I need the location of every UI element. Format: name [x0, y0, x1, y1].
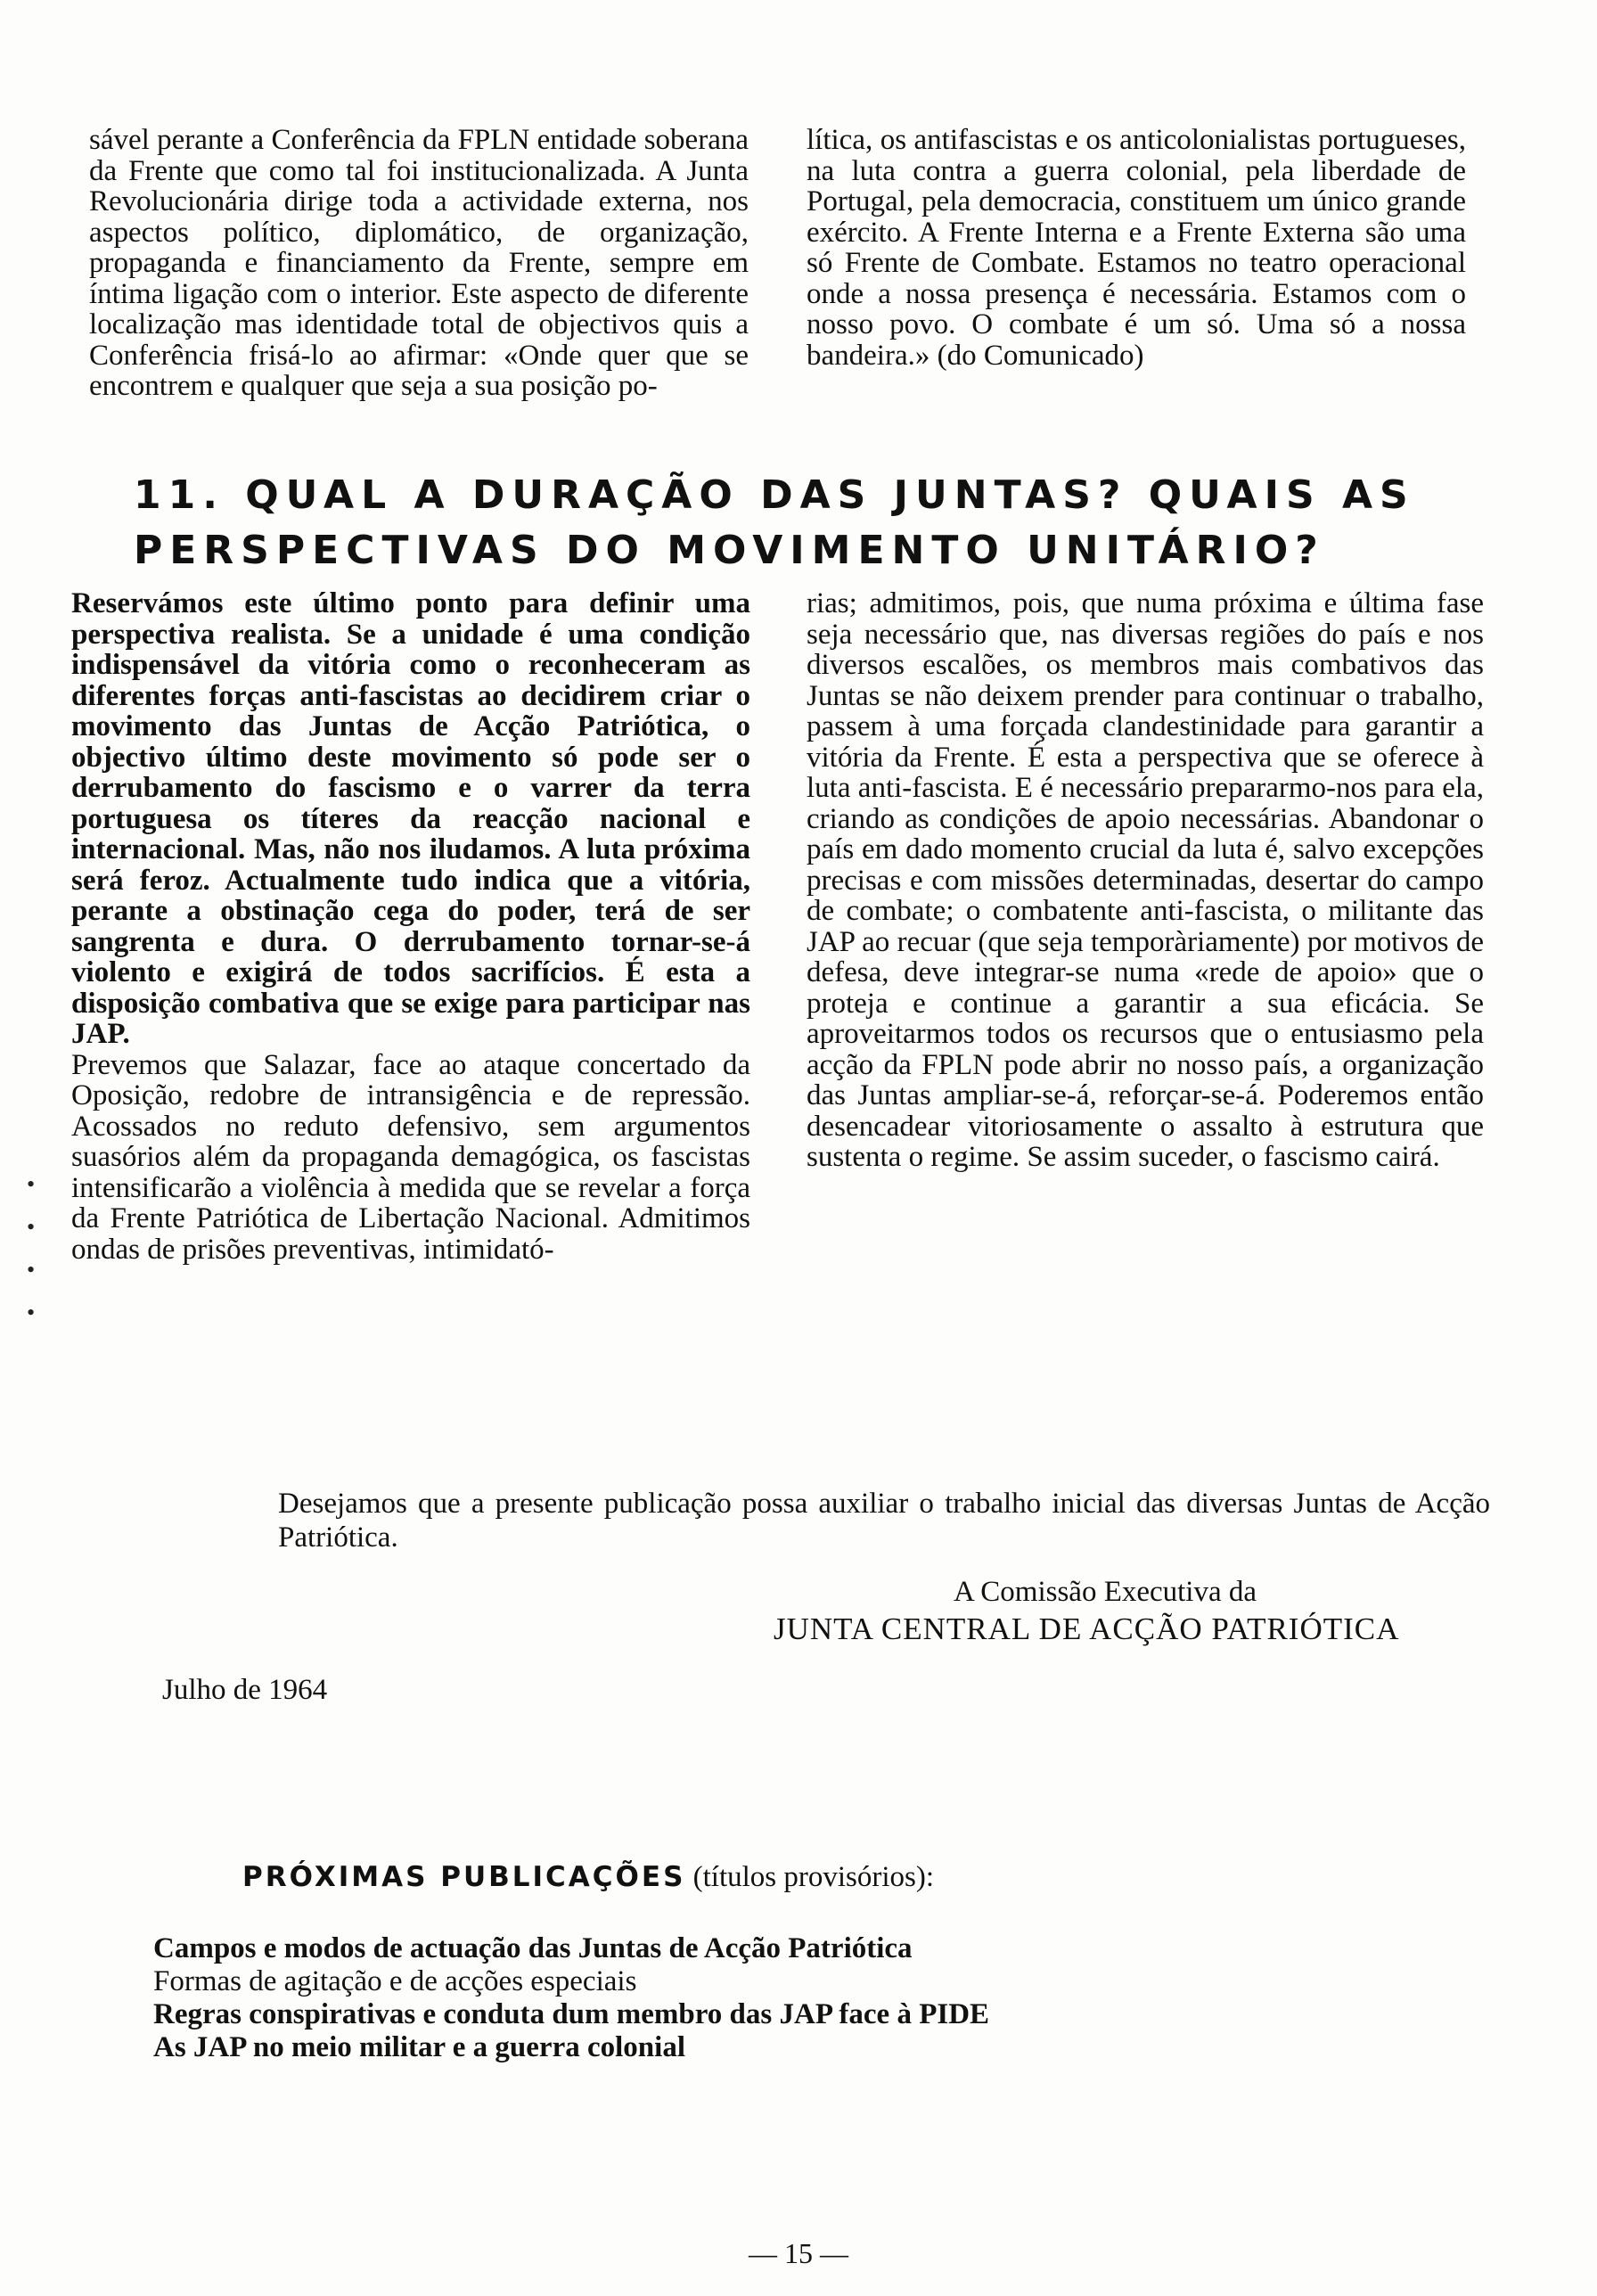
margin-mark: •: [27, 1214, 36, 1240]
top-right-column: [807, 125, 1466, 371]
top-left-column: [89, 125, 749, 402]
publications-heading-note: (títulos provisórios):: [692, 1861, 935, 1893]
signature-intro: A Comissão Executiva da: [954, 1576, 1257, 1608]
section-right-paragraph-1: rias; admitimos, pois, que numa próxima e última fase seja necessário que, nas diversas regiões do país e nos diversos escalões, os membros mais combativos das Juntas se não deixem prender para continuar o trabalho, passem à uma forçada clandestinidade para garantir a vitória da Frente. É esta a perspectiva que se oferece à luta anti-fascista. E é necessário prepararmo-nos para ela, criando as condições de apoio necessárias. Abandonar o país em dado momento crucial da luta é, salvo excepções precisas e com missões determinadas, desertar do campo de combate; o combatente anti-fascista, o militante das JAP ao recuar (que seja temporàriamente) por motivos de defesa, deve integrar-se numa «rede de apoio» que o proteja e continue a garantir a sua eficácia. Se aproveitarmos todos os recursos que o entusiasmo pela acção da FPLN pode abrir no nosso país, a organização das Juntas ampliar-se-á, reforçar-se-á. Poderemos então desencadear vitoriosamente o assalto à estrutura que sustenta o regime. Se assim suceder, o fascismo cairá.: [807, 587, 1484, 1173]
date-line: Julho de 1964: [162, 1674, 328, 1706]
publications-heading-caps: PRÓXIMAS PUBLICAÇÕES: [242, 1861, 686, 1893]
publications-list: [153, 1932, 989, 2064]
section-left-column: [71, 588, 750, 1265]
publications-heading: [242, 1861, 934, 1894]
publication-item: Regras conspirativas e conduta dum membro das JAP face à PIDE: [153, 1998, 990, 2030]
section-heading: 11. QUAL A DURAÇÃO DAS JUNTAS? QUAIS AS PERSPECTIVAS DO MOVIMENTO UNITÁRIO?: [134, 472, 1415, 573]
margin-mark: •: [27, 1257, 36, 1283]
top-right-paragraph: lítica, os antifascistas e os anticolonialistas portugueses, na luta contra a guerra colonial, pela liberdade de Portugal, pela democracia, constituem um único grande exército. A Frente Interna e a Frente Externa são uma só Frente de Combate. Estamos no teatro operacional onde a nossa presença é necessária. Estamos com o nosso povo. O combate é um só. Uma só a nossa bandeira.» (do Comunicado): [807, 124, 1466, 372]
publication-item: Campos e modos de actuação das Juntas de Acção Patriótica: [153, 1932, 913, 1964]
margin-mark: •: [27, 1171, 36, 1197]
section-right-column: [807, 588, 1484, 1173]
margin-marks: [27, 1163, 35, 1334]
section-left-paragraph-1: Reservámos este último ponto para definir uma perspectiva realista. Se a unidade é uma condição indispensável da vitória como o reconheceram as diferentes forças anti-fascistas ao decidirem criar o movimento das Juntas de Acção Patriótica, o objectivo último deste movimento só pode ser o derrubamento do fascismo e o varrer da terra portuguesa os títeres da reacção nacional e internacional. Mas, não nos iludamos. A luta próxima será feroz. Actualmente tudo indica que a vitória, perante a obstinação cega do poder, terá de ser sangrenta e dura. O derrubamento tornar-se-á violento e exigirá de todos sacrifícios. É esta a disposição combativa que se exige para participar nas JAP.: [71, 587, 750, 1050]
section-left-paragraph-2: Prevemos que Salazar, face ao ataque concertado da Oposição, redobre de intransigência e de repressão. Acossados no reduto defensivo, sem argumentos suasórios além da propaganda demagógica, os fascistas intensificarão a violência à medida que se revelar a força da Frente Patriótica de Libertação Nacional. Admitimos ondas de prisões preventivas, intimidató-: [71, 1048, 750, 1266]
top-left-paragraph: sável perante a Conferência da FPLN entidade soberana da Frente que como tal foi institucionalizada. A Junta Revolucionária dirige toda a actividade externa, nos aspectos político, diplomático, de organização, propaganda e financiamento da Frente, sempre em íntima ligação com o interior. Este aspecto de diferente localização mas identidade total de objectivos quis a Conferência frisá-lo ao afirmar: «Onde quer que se encontrem e qualquer que seja a sua posição po-: [89, 124, 749, 402]
margin-mark: •: [27, 1300, 36, 1325]
publication-item: As JAP no meio militar e a guerra colonial: [153, 2031, 685, 2063]
closing-text: Desejamos que a presente publicação possa auxiliar o trabalho inicial das diversas Juntas de Acção Patriótica.: [278, 1488, 1490, 1554]
publication-item: Formas de agitação e de acções especiais: [153, 1965, 637, 1997]
page-number: — 15 —: [749, 2237, 848, 2269]
signature-name: JUNTA CENTRAL DE ACÇÃO PATRIÓTICA: [774, 1611, 1400, 1646]
